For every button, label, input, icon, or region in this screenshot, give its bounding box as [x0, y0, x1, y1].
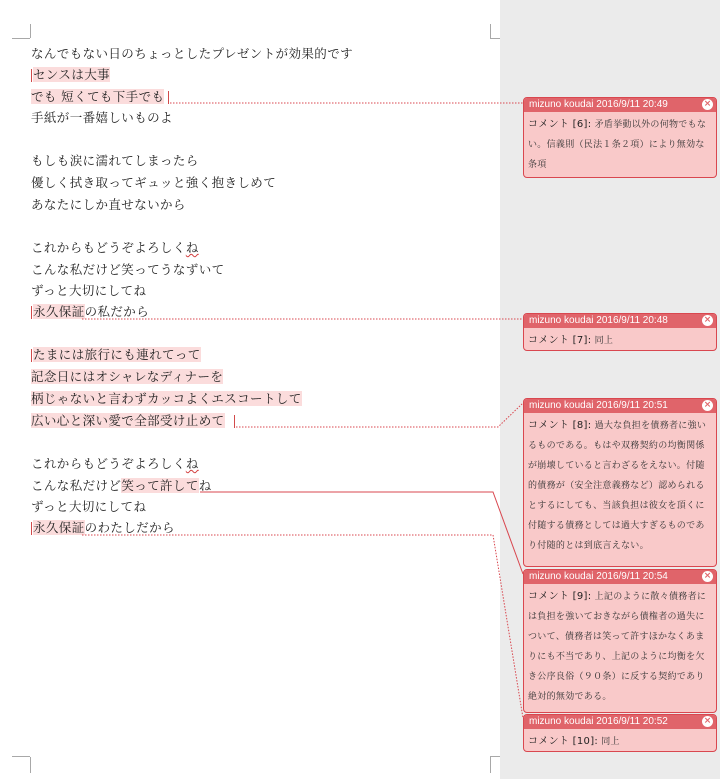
commented-text: 永久保証 — [33, 304, 85, 319]
commented-text: センスは大事 — [33, 67, 111, 82]
comment-header: mizuno koudai 2016/9/11 20:52 × — [524, 715, 716, 729]
comment-balloon[interactable] — [523, 569, 717, 713]
text-line[interactable]: ずっと大切にしてね — [31, 499, 147, 514]
comment-balloon[interactable] — [523, 714, 717, 752]
spelling-error-mark: ね — [185, 456, 199, 471]
comment-balloon[interactable] — [523, 313, 717, 351]
crop-mark-top-left — [30, 24, 31, 38]
text-line[interactable]: 優しく拭き取ってギュッと強く抱きしめて — [31, 175, 277, 190]
text-line[interactable]: ずっと大切にしてね — [31, 283, 147, 298]
comment-anchor — [234, 415, 235, 428]
comment-balloon[interactable] — [523, 97, 717, 178]
commented-text: 笑って許して — [121, 478, 199, 493]
text-line[interactable]: 永久保証のわたしだから — [33, 520, 175, 535]
crop-mark-bottom-left — [30, 757, 31, 773]
close-icon[interactable]: × — [703, 716, 712, 726]
crop-mark-bottom-right — [490, 756, 500, 757]
crop-mark-bottom-left — [12, 756, 30, 757]
crop-mark-top-left — [12, 38, 30, 39]
text-line[interactable] — [31, 410, 235, 431]
text-line[interactable]: なんでもない日のちょっとしたプレゼントが効果的です — [31, 46, 354, 61]
text-line[interactable]: これからもどうぞよろしくね — [31, 456, 199, 471]
commented-text: 永久保証 — [33, 520, 85, 535]
comment-body: コメント [8]: 過大な負担を債務者に強いるものである。もはや双務契約の均衡関係が崩壊していると言わざるをえない。付随的債務が（安全注意義務など）認められるとするにしても、当該負担は彼女を頂くに付随する債務としては過大すぎるものであり付随的とは到底言えない。 — [528, 420, 707, 551]
comment-body: コメント [6]: 矛盾挙動以外の何物でもない。信義則（民法１条２項）により無効な条項 — [528, 119, 707, 170]
text-line[interactable] — [31, 388, 302, 409]
comment-body: コメント [9]: 上記のように散々債務者には負担を強いておきながら債権者の過失について、債務者は笑って許すほかなくあまりにも不当であり、上記のように均衡を欠き公序良俗（９０条）に反する契約であり絶対的無効である。 — [528, 591, 707, 702]
close-icon[interactable]: × — [703, 315, 712, 325]
text-line[interactable]: これからもどうぞよろしくね — [31, 240, 199, 255]
commented-text: たまには旅行にも連れてって — [33, 347, 201, 362]
text-line[interactable]: こんな私だけど笑って許してね — [31, 478, 212, 493]
comment-header: mizuno koudai 2016/9/11 20:51 × — [524, 399, 716, 413]
text-line[interactable] — [31, 366, 223, 387]
commented-text: 広い心と深い愛で全部受け止めて — [31, 413, 225, 428]
crop-mark-top-right — [490, 38, 500, 39]
spelling-error-mark: ね — [185, 240, 199, 255]
comment-header: mizuno koudai 2016/9/11 20:49 × — [524, 98, 716, 112]
text-line[interactable]: あなたにしか直せないから — [31, 197, 186, 212]
commented-text: でも 短くても下手でも — [31, 89, 165, 104]
comment-header: mizuno koudai 2016/9/11 20:48 × — [524, 314, 716, 328]
commented-text: 記念日にはオシャレなディナーを — [31, 369, 224, 384]
close-icon[interactable]: × — [703, 99, 712, 109]
comment-anchor — [168, 91, 169, 104]
text-line[interactable]: こんな私だけど笑ってうなずいて — [31, 262, 225, 277]
text-line[interactable]: 永久保証の私だから — [33, 304, 150, 319]
comment-body: コメント [7]: 同上 — [528, 335, 614, 346]
crop-mark-bottom-right — [490, 757, 491, 773]
commented-text: 柄じゃないと言わずカッコよくエスコートして — [31, 391, 302, 406]
comment-body: コメント [10]: 同上 — [528, 736, 620, 747]
crop-mark-top-right — [490, 24, 491, 38]
text-line[interactable] — [31, 344, 201, 365]
close-icon[interactable]: × — [703, 571, 712, 581]
close-icon[interactable]: × — [703, 400, 712, 410]
text-line[interactable] — [31, 86, 169, 107]
comment-header: mizuno koudai 2016/9/11 20:54 × — [524, 570, 716, 584]
comment-balloon[interactable] — [523, 398, 717, 567]
text-line[interactable] — [31, 64, 110, 85]
text-line[interactable]: もしも涙に濡れてしまったら — [31, 153, 199, 168]
text-line[interactable]: 手紙が一番嬉しいものよ — [31, 110, 173, 125]
